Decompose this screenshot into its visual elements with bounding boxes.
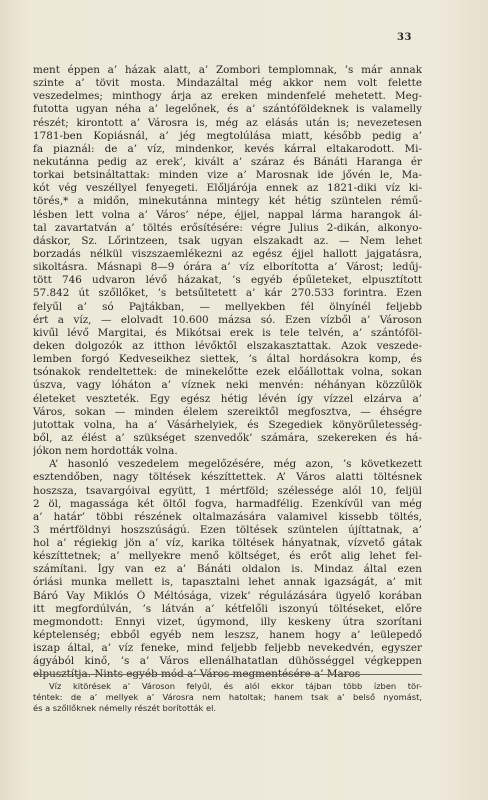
footnote-line: és a szőllőknek némelly részét borították el. (33, 703, 217, 714)
text-line: A’ hasonló veszedelem megelőzésére, még azon, ’s következett (49, 458, 422, 471)
text-line: 57.842 út szőllőket, ’s betsűltetett a’ kár 270.533 forintra. Ezen (33, 287, 422, 300)
text-line: képtelenség; ebből egyéb nem leszsz, hanem hogy a’ leülepedő (33, 629, 422, 642)
text-line: számítani. Így van ez a’ Bánáti oldalon is. Mindaz által ezen (33, 563, 422, 576)
text-line: ágyából kinő, ’s a’ Város ellenálhatatlan dühösséggel végkeppen (33, 655, 422, 668)
text-line: lésben lett volna a’ Város’ népe, éjjel, nappal lárma harangok ál- (33, 208, 422, 221)
text-line: kivűl lévő Margitai, és Mikótsai erek is tele telvén, a’ szántóföl- (33, 326, 422, 339)
text-line: megmondott: Ennyi vizet, úgymond, illy keskeny útra szorítani (33, 615, 422, 628)
text-line: sikoltásra. Másnapi 8—9 órára a’ víz elborította a’ Várost; ledűj- (33, 261, 422, 274)
text-line: ért a víz, — elolvadt 10.600 mázsa só. Ezen vízből a’ Városon (33, 313, 422, 326)
text-line: jókon nem hordották volna. (33, 445, 178, 458)
text-line: itt megfordúlván, ’s látván a’ kétfelőli iszonyú töltéseket, előre (33, 602, 422, 615)
text-line: torkai betsináltattak: minden vize a’ Marosnak ide jővén le, Ma- (33, 169, 422, 182)
footnote (33, 681, 422, 715)
text-line: úszva, vagy lóháton a’ víznek neki menvén: néhányan közzűlök (33, 379, 422, 392)
text-line: óriási munka mellett is, tapasztalni lehet annak igazságát, a’ mit (33, 576, 422, 589)
text-line: hoszsza, tsavargóival együtt, 1 mértföld; szélessége alól 10, feljül (33, 484, 422, 497)
page-number: 33 (397, 32, 412, 43)
text-line: ből, az élést a’ szükséget szenvedők’ számára, szekereken és há- (33, 431, 422, 444)
text-line: szinte a’ tövit mosta. Mindazáltal még akkor nem volt felette (33, 77, 422, 90)
text-line: 3 mértföldnyi hoszszúságú. Ezen töltések szüntelen újíttatnak, a’ (33, 523, 422, 536)
text-line: tsónakok rendeltettek: de minekelőtte ezek előállottak volna, sokan (33, 366, 422, 379)
text-line: veszedelmes; minthogy árja az ereken mindenfelé mehetett. Meg- (33, 90, 422, 103)
text-line: Város, sokan — minden élelem szereiktől megfosztva, — éhségre (33, 405, 422, 418)
text-line: ment éppen a’ házak alatt, a’ Zombori templomnak, ’s már annak (33, 64, 422, 76)
text-line: iszap által, a’ víz feneke, mind feljebb feljebb nevekedvén, egyszer (33, 642, 422, 655)
main-text (33, 64, 422, 682)
text-line: felyűl a’ só Pajtákban, — mellyekben fél ölnyínél feljebb (33, 300, 422, 313)
footnote-divider (33, 674, 422, 675)
text-line: tal zavartatván a’ töltés erősítésére: végre Julius 2-dikán, alkonyo- (33, 221, 422, 234)
text-line: elpusztítja. Nints egyéb mód a’ Város megmentésére a’ Maros (33, 668, 361, 681)
text-line: életeket veszteték. Egy egész hétig lévén így vízzel elzárva a’ (33, 392, 422, 405)
text-line: esztendőben, nagy töltések készíttettek. A’ Város alatti töltésnek (33, 471, 422, 484)
text-line: nekutánna pedig az erek’, kivált a’ száraz és Bánáti Haranga ér (33, 155, 422, 168)
text-line: borzadás nélkül viszszaemlékezni az egész éjjel hallott jajgatásra, (33, 247, 422, 260)
text-line: fa piaznál: de a’ víz, mindenkor, kevés kárral eltakarodott. Mi- (33, 142, 422, 155)
text-line: Báró Vay Miklós Ő Méltósága, vizek’ régulázására ügyelő korában (33, 589, 422, 602)
text-line: a’ határ’ többi részének oltalmazására valamivel kissebb töltés, (33, 510, 422, 523)
text-line: kót vég veszéllyel fenyegeti. Előljárója ennek az 1821-diki víz ki- (33, 182, 422, 195)
text-line: dáskor, Sz. Lőrintzeen, tsak ugyan elszakadt az. — Nem lehet (33, 234, 422, 247)
text-line: lemben forgó Kedveseikhez siettek, ’s által hordásokra komp, és (33, 353, 422, 366)
text-line: részét; kirontott a’ Városra is, még az elásás után is; nevezetesen (33, 116, 422, 129)
text-line: hol a’ régiekig jön a’ víz, karika töltések hányatnak, vízvető gátak (33, 537, 422, 550)
text-line: 1781-ben Kopiásnál, a’ jég megtolúlása miatt, később pedig a’ (33, 129, 422, 142)
text-line: törés,* a midőn, minekutánna mintegy két hétig szüntelen rémű- (33, 195, 422, 208)
text-line: 2 öl, magassága két öltől fogva, harmadfélig. Ezenkívűl van még (33, 497, 422, 510)
text-line: futotta ugyan néha a’ legelőnek, és a’ szántóföldeknek is valamelly (33, 103, 422, 116)
text-line: tött 746 udvaron lévő házakat, ’s egyéb épűleteket, elpusztított (33, 274, 422, 287)
text-line: jutottak volna, ha a’ Vásárhelyiek, és Szegediek könyörűletesség- (33, 418, 422, 431)
footnote-line: Víz kitörések a’ Városon felyűl, és alól ekkor tájban több ízben tör- (49, 681, 422, 691)
text-line: készíttetnek; a’ mellyekre menő költséget, és erőt alig lehet fel- (33, 550, 422, 563)
text-line: deken dolgozók az itthon lévőktől elszakasztattak. Azok veszede- (33, 339, 422, 352)
footnote-line: téntek: de a’ mellyek a’ Városra nem hatoltak; hanem tsak a’ belső nyomást, (33, 692, 422, 703)
